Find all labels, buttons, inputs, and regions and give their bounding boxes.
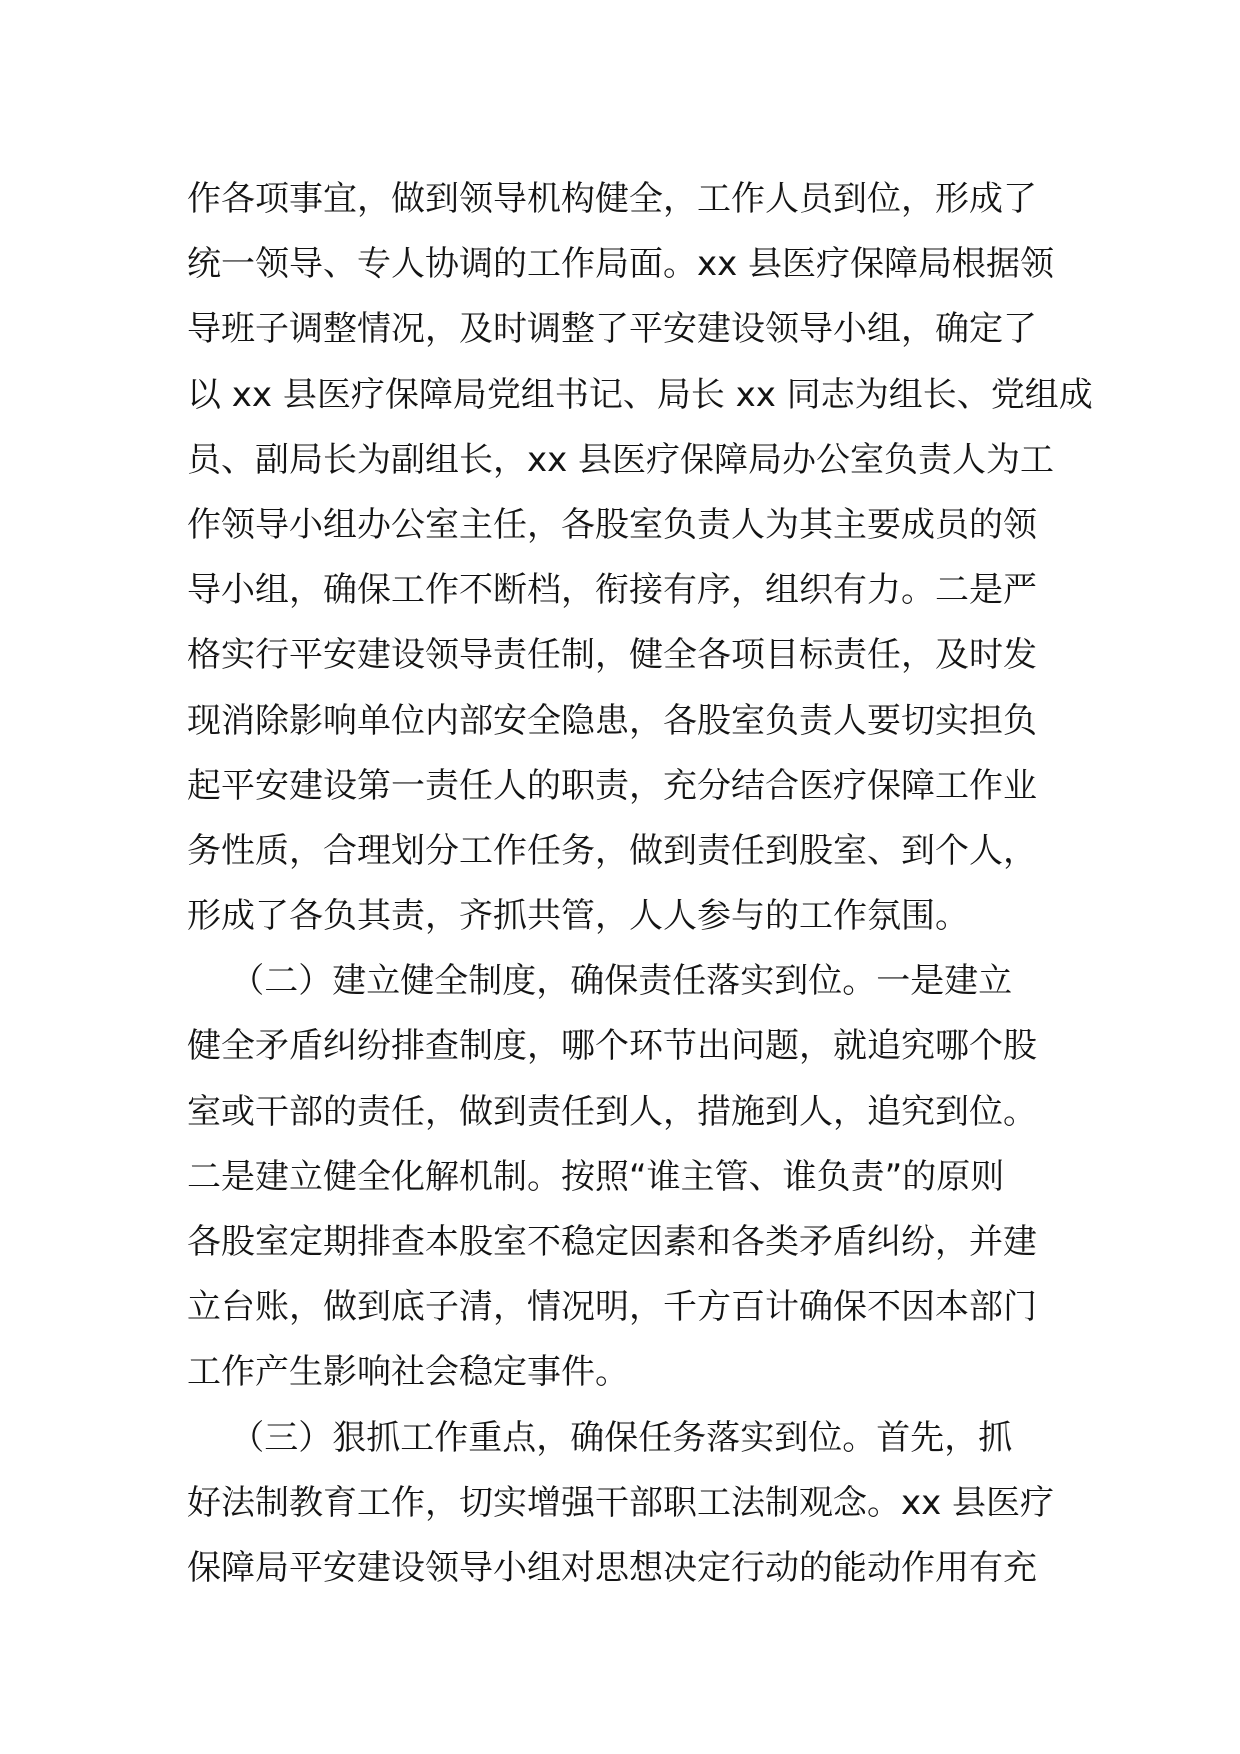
text-line: 以 xx 县医疗保障局党组书记、局长 xx 同志为组长、党组成: [187, 374, 1093, 415]
text-line: 作各项事宜，做到领导机构健全，工作人员到位，形成了: [187, 179, 1037, 219]
text-line: 立台账，做到底子清，情况明，千方百计确保不因本部门: [187, 1287, 1037, 1328]
text-line: 健全矛盾纠纷排查制度，哪个环节出问题，就追究哪个股: [187, 1026, 1037, 1067]
paragraph-heading-line: （三）狠抓工作重点，确保任务落实到位。首先，抓: [187, 1417, 1013, 1458]
text-line: 起平安建设第一责任人的职责，充分结合医疗保障工作业: [187, 765, 1037, 806]
text-line: 作领导小组办公室主任，各股室负责人为其主要成员的领: [187, 504, 1037, 545]
text-line: 室或干部的责任，做到责任到人，措施到人，追究到位。: [187, 1091, 1037, 1132]
text-line: 导小组，确保工作不断档，衔接有序，组织有力。二是严: [187, 570, 1037, 611]
paragraph-heading-line: （二）建立健全制度，确保责任落实到位。一是建立: [187, 961, 1013, 1002]
text-line: 保障局平安建设领导小组对思想决定行动的能动作用有充: [187, 1547, 1037, 1588]
text-line: 工作产生影响社会稳定事件。: [187, 1352, 629, 1393]
text-line: 导班子调整情况，及时调整了平安建设领导小组，确定了: [187, 309, 1037, 350]
text-line: 各股室定期排查本股室不稳定因素和各类矛盾纠纷，并建: [187, 1222, 1037, 1262]
text-line: 二是建立健全化解机制。按照“谁主管、谁负责”的原则: [187, 1156, 1005, 1197]
text-line: 员、副局长为副组长，xx 县医疗保障局办公室负责人为工: [187, 439, 1055, 480]
text-line: 好法制教育工作，切实增强干部职工法制观念。xx 县医疗: [187, 1482, 1055, 1523]
text-line: 务性质，合理划分工作任务，做到责任到股室、到个人，: [187, 830, 1037, 871]
text-line: 形成了各负其责，齐抓共管，人人参与的工作氛围。: [187, 896, 969, 937]
text-line: 现消除影响单位内部安全隐患，各股室负责人要切实担负: [187, 700, 1037, 741]
text-line: 统一领导、专人协调的工作局面。xx 县医疗保障局根据领: [187, 244, 1055, 285]
text-line: 格实行平安建设领导责任制，健全各项目标责任，及时发: [187, 635, 1037, 676]
body-text: [187, 167, 1093, 1601]
